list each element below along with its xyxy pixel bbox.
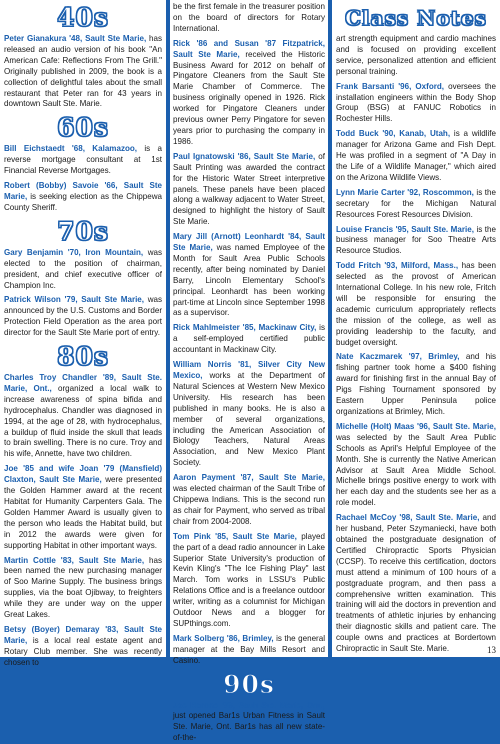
class-note-entry [4, 556, 162, 621]
alumnus-name: Mary Jill (Arnott) Leonhardt '84, Sault Ste Marie, [173, 232, 325, 253]
class-note-entry [4, 181, 162, 214]
note-text: organized a local walk to increase awareness of spina bifida and hydrocephalus. Chandler was diagnosed in 1994, at the age of 28, with hydrocephalus, a buildup of fluid inside the skull that leads to brain swelling. There is no cure. Troy and his wife, Annette, have two children. [4, 383, 162, 459]
alumnus-name: Michelle (Holt) Maas '96, Sault Ste. Marie, [336, 421, 496, 431]
class-note-entry [336, 225, 496, 258]
class-note-entry [173, 2, 325, 35]
class-note-entry [173, 360, 325, 469]
alumnus-name: Tom Pink '85, Sault Ste Marie, [173, 531, 297, 541]
alumnus-name: Aaron Payment '87, Sault Ste Marie, [173, 473, 325, 483]
alumnus-name: Mark Solberg '86, Brimley, [173, 633, 274, 643]
note-text: of Sault Printing was awarded the contract for the Historic Water Street interpretive panels. These panels have been placed along a walkway adjacent to Water Street, designed to highlight the history of Sault Ste Marie. [173, 151, 326, 227]
class-note-entry [173, 473, 325, 528]
decade-heading-70s: 70s [57, 216, 109, 246]
column-2 [170, 0, 328, 743]
alumnus-name: Rick Mahlmeister '85, Mackinaw City, [173, 323, 317, 333]
class-note-entry [4, 34, 162, 110]
alumnus-name: Betsy (Boyer) Demaray '83, Sault Ste Marie, [4, 624, 162, 645]
note-text: received the Historic Business Award for 2012 on behalf of Pingatore Cleaners from the Sault Ste Marie Chamber of Commerce. The business originally opened in 1926. Rick worked for Pingatore Cleaners under previous owner Perry Pingatore for seven years prior to purchasing the company in 1986. [173, 49, 325, 146]
alumnus-name: Todd Fritch '93, Milford, Mass., [336, 261, 459, 271]
decade-heading-90s: 90s [223, 669, 275, 699]
class-note-entry [4, 625, 162, 669]
class-note-entry [173, 152, 325, 228]
page-number: 13 [487, 645, 496, 655]
column-3 [332, 0, 500, 657]
class-note-entry [173, 634, 325, 667]
alumnus-name: Rachael McCoy '98, Sault Ste. Marie, [336, 513, 480, 523]
note-text: was named Employee of the Month for Sault Area Public Schools recently, after being nominated by Daniel Barry, Lincoln Elementary School's principal. Leonhardt has been working part-time at Lincoln since September 1998 as a supervisor. [173, 243, 325, 318]
note-text: art strength equipment and cardio machines and is focused on providing excellent service, personalized attention and efficient personal training. [336, 34, 496, 76]
note-text: were presented the Golden Hammer award at the recent Habitat for Humanity Carpenters Gala. The Golden Hammer Award is usually given to the person who leads the Habitat build, but in 2012 the awards were given for supporting Habitat in other important ways. [4, 475, 162, 550]
alumnus-name: Robert (Bobby) Savoie '66, Sault Ste Marie, [4, 181, 162, 201]
decade-heading-80s: 80s [57, 342, 109, 372]
class-note-entry [4, 464, 162, 551]
class-note-entry [4, 248, 162, 292]
alumnus-name: Charles Troy Chandler '89, Sault Ste. Marie, Ont., [4, 373, 162, 393]
decade-heading-60s: 60s [57, 113, 109, 143]
alumnus-name: Martin Cottle '83, Sault Ste Marie, [4, 555, 145, 565]
note-text: is a reverse mortgage consultant at 1st Financial Reverse Mortgages. [4, 144, 162, 176]
note-text: played the part of a dead radio announcer in Lake Superior State University's production of Kevin Kling's "The Ice Fishing Play" last March. Tom works in LSSU's Public Relations Office and is a freelance outdoor writer, writing as a columnist for Michigan Outdoor News and a blogger for SUPthings.com. [173, 531, 325, 628]
note-text: has been named the new purchasing manager of Soo Marine Supply. The business brings supplies, via the boat Ojibway, to freighters while they are under way on the upper Great Lakes. [4, 555, 162, 620]
class-note-entry [173, 39, 325, 148]
alumnus-name: Joe Barone '98, Sault Ste. Marie, Ont., [173, 700, 325, 710]
alumnus-name: Rick '86 and Susan '87 Fitzpatrick, Sault Ste Marie, [173, 38, 325, 59]
class-note-entry [336, 34, 496, 78]
class-note-entry [336, 188, 496, 221]
note-text: and his fishing partner took home a $400 fishing award for finishing first in the annual Bay of Pigs Fishing Tournament sponsored by Eastern Upper Peninsula police organizations at Brimley, Mich. [336, 352, 496, 416]
note-text: has been selected as the provost of American International College. In his new role, Fritch will be responsible for ensuring the academic curriculum appropriately reflects the mission of the college, as well as providing leadership to the faculty, and budget oversight. [336, 261, 496, 347]
class-note-entry [336, 129, 496, 184]
alumnus-name: Frank Barsanti '96, Oxford, [336, 81, 445, 91]
alumnus-name: Peter Gianakura '48, Sault Ste Marie, [4, 34, 147, 43]
class-note-entry [173, 701, 325, 744]
class-note-entry [336, 513, 496, 655]
note-text: just opened Bar1s Urban Fitness in Sault Ste. Marie, Ont. Bar1s has all new state-of-the- [173, 711, 325, 743]
note-text: was selected by the Sault Area Public Schools as April's Helpful Employee of the Month. She is currently the Native American Advisor at Sault Area Middle School. Michelle brings positive energy to work with her each day and the students see her as a role model. [336, 432, 496, 508]
alumnus-name: Todd Buck '90, Kanab, Utah, [336, 129, 451, 139]
note-text: was elected to the position of chairman, president, and chief executive officer of Champion Inc. [4, 247, 163, 290]
class-note-entry [173, 232, 325, 319]
note-text: and her husband, Peter Szymaniecki, have both obtained the postgraduate designation of Certified Chiropractic Sports Physician (CCSP). To receive this certification, doctors must attend a minimum of 100 hours of a postgraduate program, and then pass a comprehensive written examination. This training will aid the doctors in prevention and treatments of athletic injuries by enhancing their diagnostic skills and patient care. The couple owns and practices at Bordertown Chiropractic in Sault Ste. Marie. [336, 513, 496, 654]
decade-heading-40s: 40s [57, 3, 109, 32]
class-note-entry [4, 373, 162, 460]
alumnus-name: Bill Eichstaedt '68, Kalamazoo, [4, 144, 138, 154]
alumnus-name: Louise Francis '95, Sault Ste. Marie, [336, 224, 474, 234]
note-text: is the business manager for Soo Theatre Arts Resource Studios. [336, 224, 496, 256]
note-text: is seeking election as the Chippewa County Sheriff. [4, 191, 162, 212]
note-text: has released an audio version of his book "An American Cafe: Reflections From The Grill." Originally published in 2009, the book is a collection of delightful tales about the small restaurant that Peter ran for 43 years in downtown Sault Ste. Marie. [4, 34, 162, 109]
note-text: is the general manager at the Bay Mills Resort and Casino. [173, 633, 325, 665]
class-notes-title: Class Notes [345, 6, 487, 30]
class-note-entry [173, 532, 325, 630]
note-text: is a self-employed certified public accountant in Mackinaw City. [173, 323, 325, 355]
note-text: is the secretary for the Michigan Natural Resources Forest Resources Division. [336, 187, 496, 219]
note-text: was announced by the U.S. Customs and Border Protection Field Operation as the area port director for the Sault Ste Marie port of entry. [4, 295, 163, 338]
alumnus-name: Gary Benjamin '70, Iron Mountain, [4, 247, 144, 257]
class-note-entry [173, 323, 325, 356]
note-text: be the first female in the treasurer position on the board of directors for Rotary International. [173, 2, 325, 33]
note-text: is a wildlife manager for Arizona Game and Fish Dept. He was profiled in a segment of "A Day in the Life of a Wildlife Manager," which aired on the Arizona Wildlife Views. [336, 129, 496, 182]
class-note-entry [4, 295, 162, 339]
class-note-entry [336, 352, 496, 417]
class-note-entry [4, 144, 162, 177]
alumnus-name: Paul Ignatowski '86, Sault Ste Marie, [173, 151, 316, 161]
note-text: works at the Department of Natural Sciences at Western New Mexico University. His research has been published in many books. He is also a member of several organizations, including the American Association of Biology Teachers, Natural Areas Association, and New Mexico Plant Society. [173, 371, 325, 468]
alumnus-name: William Norris '81, Silver City New Mexico, [173, 360, 325, 380]
note-text: was elected chairman of the Sault Tribe of Chippewa Indians. This is the second run as chair for Payment, who served as tribal chair from 2004-2008. [173, 484, 325, 526]
class-note-entry [336, 261, 496, 348]
alumnus-name: Patrick Wilson '79, Sault Ste Marie, [4, 295, 145, 305]
class-note-entry [336, 82, 496, 126]
alumnus-name: Lynn Marie Carter '92, Roscommon, [336, 187, 474, 197]
alumnus-name: Joe '85 and wife Joan '79 (Mansfield) Claxton, Sault Ste Marie, [4, 464, 162, 485]
class-note-entry [336, 422, 496, 509]
alumnus-name: Nate Kaczmarek '97, Brimley, [336, 352, 460, 362]
note-text: oversees the installation engineers within the Body Shop Group (BSG) at FANUC Robotics in Rochester Hills. [336, 81, 497, 124]
column-1 [0, 0, 166, 667]
note-text: is a local real estate agent and Rotary Club member. She was recently chosen to [4, 635, 162, 667]
